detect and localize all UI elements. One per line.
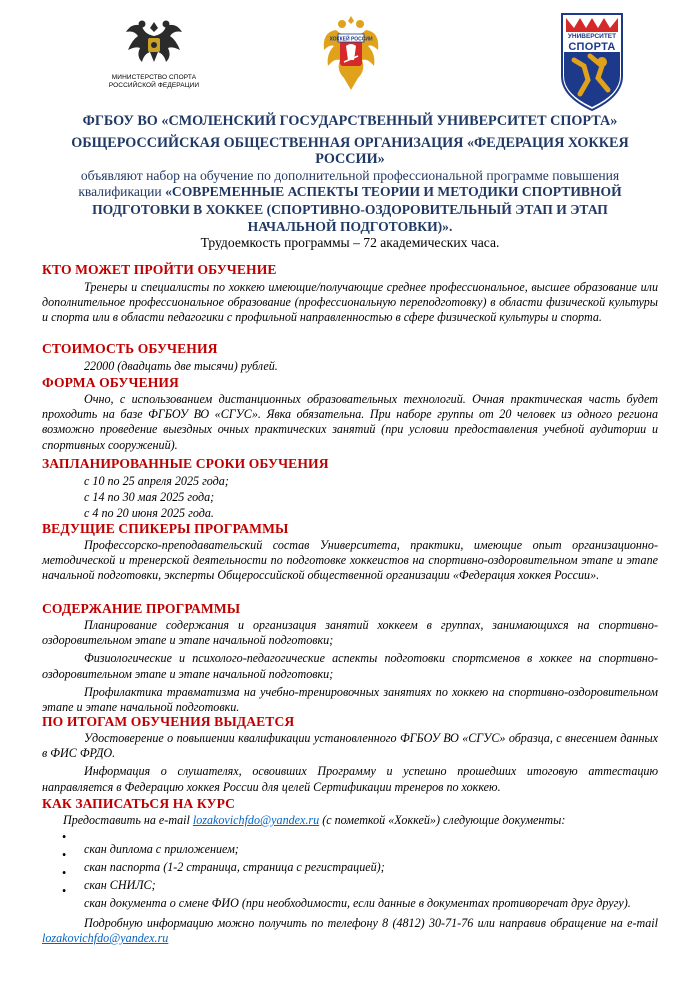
section-form (42, 392, 658, 453)
header-program-prefix: квалификации (78, 184, 166, 199)
hockey-badge-text: ХОККЕЙ РОССИИ (329, 36, 373, 43)
section-title-cost: СТОИМОСТЬ ОБУЧЕНИЯ (42, 341, 218, 356)
bullet-dot-icon: • (62, 884, 67, 898)
date-item: с 14 по 30 мая 2025 года; (84, 490, 215, 504)
ministry-caption-line1: МИНИСТЕРСТВО СПОРТА (111, 74, 197, 81)
contact-email-link[interactable]: lozakovichfdo@yandex.ru (42, 931, 169, 946)
bullet-dot-icon: • (62, 848, 67, 862)
ministry-caption-line2: РОССИЙСКОЙ ФЕДЕРАЦИИ (108, 82, 200, 89)
date-item: с 4 по 20 июня 2025 года. (84, 506, 214, 520)
signup-outro-text: Подробную информацию можно получить по телефону 8 (4812) 30-71-76 или направив обращение на e-mail (84, 916, 658, 930)
header-program-line3: НАЧАЛЬНОЙ ПОДГОТОВКИ)». (247, 219, 453, 234)
double-headed-eagle-icon (104, 14, 204, 74)
section-title-form: ФОРМА ОБУЧЕНИЯ (42, 375, 179, 390)
section-who-text: Тренеры и специалисты по хоккею имеющие/получающие среднее профессиональное, высшее образование или дополнительное профессиональное образование (профессиональную переподготовку) в области физической культуры и спорта или в области педагогики с профильной направленностью в сфере физической культуры и спорта. (42, 280, 658, 325)
signup-bullet-text: скан паспорта (1-2 страница, страница с регистрацией); (84, 860, 385, 875)
hockey-eagle-emblem-icon (320, 12, 382, 104)
section-signup-outro (42, 916, 658, 946)
section-title-signup: КАК ЗАПИСАТЬСЯ НА КУРС (42, 796, 236, 811)
section-speakers (42, 538, 658, 584)
signup-outro (42, 916, 658, 946)
university-logo-line2: СПОРТА (568, 41, 616, 53)
section-title-content: СОДЕРЖАНИЕ ПРОГРАММЫ (42, 601, 241, 616)
section-cost (42, 359, 658, 374)
section-result (42, 731, 658, 795)
section-title-result: ПО ИТОГАМ ОБУЧЕНИЯ ВЫДАЕТСЯ (42, 714, 295, 729)
bullet-dot-icon: • (62, 830, 67, 844)
content-item: Профилактика травматизма на учебно-тренировочных занятиях по хоккею на спортивно-оздоровительном этапе и этапе начальной подготовки. (42, 684, 658, 715)
signup-bullet-text: скан документа о смене ФИО (при необходимости, если данные в документах противоречат друг другу). (84, 896, 631, 911)
signup-email-link[interactable]: lozakovichfdo@yandex.ru (192, 813, 320, 827)
section-title-who: КТО МОЖЕТ ПРОЙТИ ОБУЧЕНИЕ (42, 262, 277, 277)
signup-intro (42, 813, 658, 828)
hockey-federation-logo (320, 12, 382, 104)
section-who (42, 280, 658, 326)
date-item: с 10 по 25 апреля 2025 года; (84, 474, 229, 488)
section-title-speakers: ВЕДУЩИЕ СПИКЕРЫ ПРОГРАММЫ (42, 521, 289, 536)
section-title-dates: ЗАПЛАНИРОВАННЫЕ СРОКИ ОБУЧЕНИЯ (42, 456, 329, 471)
section-form-text: Очно, с использованием дистанционных образовательных технологий. Очная практическая часть будет проходить на базе ФГБОУ ВО «СГУС». Явка обязательна. При наборе группы от 20 человек из одного региона возможно проведение выездных очных практических занятий (при условии предоставления учебной аудитории и спортивных сооружений). (42, 392, 658, 452)
result-certificate-text: Удостоверение о повышении квалификации установленного ФГБОУ ВО «СГУС» образца, с внесением данных в ФИС ФРДО. (42, 731, 658, 761)
university-logo-line1: УНИВЕРСИТЕТ (567, 33, 617, 40)
header-program-line1 (30, 184, 670, 201)
header-university: ФГБОУ ВО «СМОЛЕНСКИЙ ГОСУДАРСТВЕННЫЙ УНИВЕРСИТЕТ СПОРТА» (82, 113, 618, 129)
signup-bullet-text: скан диплома с приложением; (84, 842, 239, 857)
header-federation-line1: ОБЩЕРОССИЙСКАЯ ОБЩЕСТВЕННАЯ ОРГАНИЗАЦИЯ «ФЕДЕРАЦИЯ ХОККЕЯ (71, 135, 629, 151)
ministry-of-sport-logo (104, 14, 204, 104)
ministry-caption (104, 74, 204, 90)
university-of-sport-logo (560, 12, 624, 112)
result-attestation-text: Информация о слушателях, освоивших Программу и успешно прошедших итоговую аттестацию направляется в Федерацию хоккея России для целей Сертификации тренеров по хоккею. (42, 764, 658, 794)
header-federation-line2: РОССИИ» (315, 151, 385, 167)
section-speakers-text: Профессорско-преподавательский состав Университета, практики, имеющие опыт организационно-методической и тренерской деятельности по подготовке хоккеистов на спортивно-оздоровительном этапе и этапе начальной подготовки, эксперты Общероссийской общественной организации «Федерация хоккея России». (42, 538, 658, 583)
university-shield-icon (560, 12, 624, 112)
section-content (42, 618, 658, 715)
signup-intro-before: Предоставить на e-mail (63, 813, 193, 827)
header-workload: Трудоемкость программы – 72 академических часа. (200, 235, 500, 250)
header-announcement: объявляют набор на обучение по дополнительной профессиональной программе повышения (80, 168, 620, 183)
header-program-line2: ПОДГОТОВКИ В ХОККЕЕ (СПОРТИВНО-ОЗДОРОВИТЕЛЬНЫЙ ЭТАП И ЭТАП (92, 202, 608, 217)
signup-bullet-text: скан СНИЛС; (84, 878, 156, 893)
header-program-title-start: «СОВРЕМЕННЫЕ АСПЕКТЫ ТЕОРИИ И МЕТОДИКИ СПОРТИВНОЙ (165, 184, 622, 199)
section-cost-text: 22000 (двадцать две тысячи) рублей. (84, 359, 278, 373)
content-item: Планирование содержания и организация занятий хоккеем в группах, занимающихся на спортивно-оздоровительном этапе и этапе начальной подготовки; (42, 618, 658, 648)
content-item: Физиологические и психолого-педагогические аспекты подготовки спортсменов в хоккее на спортивно-оздоровительном этапе и этапе начальной подготовки; (42, 651, 658, 681)
section-signup-intro (42, 813, 658, 828)
bullet-dot-icon: • (62, 866, 67, 880)
signup-intro-after: (с пометкой «Хоккей») следующие документы: (319, 813, 566, 827)
